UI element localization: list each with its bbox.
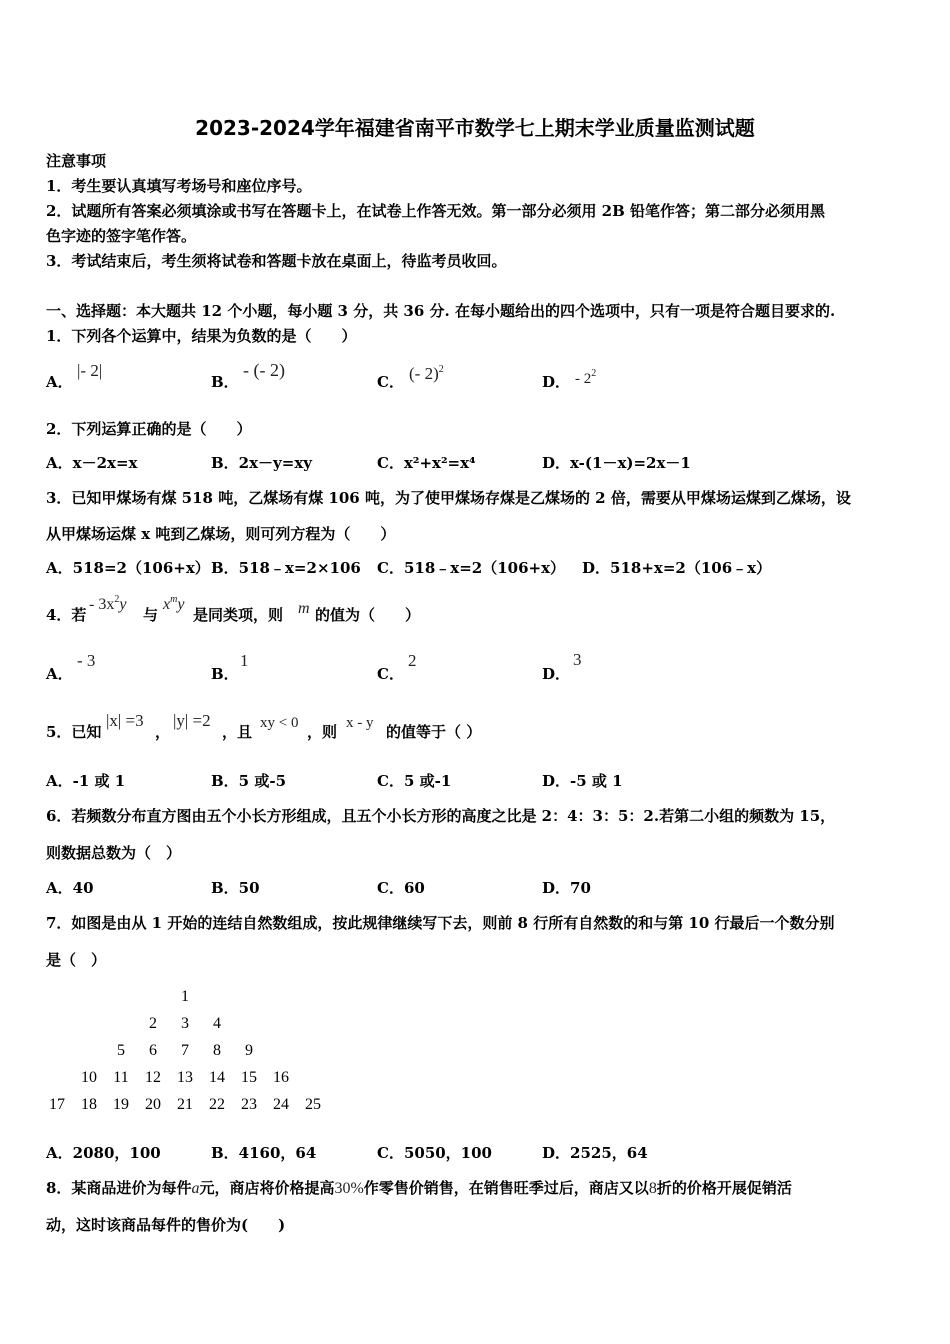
triangle-number: 23 (241, 1096, 257, 1113)
triangle-number: 10 (81, 1069, 97, 1086)
q6-option-b: B．50 (211, 879, 260, 897)
q4-option-b: 1 (240, 651, 249, 670)
triangle-number: 9 (245, 1042, 253, 1059)
triangle-number: 5 (117, 1042, 125, 1059)
triangle-number: 25 (305, 1096, 321, 1113)
q7-option-d: D．2525，64 (542, 1144, 648, 1162)
triangle-number: 7 (181, 1042, 189, 1059)
q7-option-c: C．5050，100 (377, 1144, 492, 1162)
triangle-number: 2 (149, 1015, 157, 1032)
triangle-number: 15 (241, 1069, 257, 1086)
q4-option-a: - 3 (77, 651, 96, 670)
triangle-number: 17 (49, 1096, 65, 1113)
q5-option-b: B．5 或-5 (211, 772, 287, 790)
q1-stem: 1．下列各个运算中，结果为负数的是（ ） (46, 327, 357, 345)
q6-stem-line2: 则数据总数为（ ） (46, 844, 182, 862)
q5-option-c: C．5 或-1 (377, 772, 452, 790)
triangle-number: 19 (113, 1096, 129, 1113)
q4-option-d: 3 (573, 650, 582, 669)
q5-then: ，则 (307, 723, 338, 741)
q2-option-a: A．x－2x=x (46, 454, 138, 472)
q3-option-d: D．518+x=2（106﹣x） (582, 559, 772, 577)
q3-option-c: C．518﹣x=2（106+x） (377, 559, 566, 577)
notice-item-2: 2．试题所有答案必须填涂或书写在答题卡上，在试卷上作答无效。第一部分必须用 2B 铅笔作答；第二部分必须用黑 (46, 202, 826, 220)
q1-option-d: - $2^2$ (575, 368, 597, 387)
q4-stem-pre: 4．若 (46, 606, 87, 624)
triangle-number: 1 (181, 988, 189, 1005)
q1-label-a: A． (46, 373, 73, 391)
q4-term2: $x^my$ (163, 594, 185, 613)
triangle-number: 16 (273, 1069, 289, 1086)
q5-option-a: A．-1 或 1 (46, 772, 126, 790)
notice-item-2-cont: 色字迹的签字笔作答。 (46, 227, 197, 245)
triangle-number: 8 (213, 1042, 221, 1059)
triangle-number: 3 (181, 1015, 189, 1032)
q4-stem-post: 是同类项，则 (193, 606, 284, 624)
q7-stem-line1: 7．如图是由从 1 开始的连结自然数组成，按此规律继续写下去，则前 8 行所有自然数的和与第 10 行最后一个数分别 (46, 914, 835, 932)
q4-option-c: 2 (408, 651, 417, 670)
q5-expr-y: |y| =2 (173, 711, 211, 730)
q1-label-c: C． (377, 373, 404, 391)
notice-item-3: 3．考试结束后，考生须将试卷和答题卡放在桌面上，待监考员收回。 (46, 252, 507, 270)
q6-option-a: A．40 (46, 879, 94, 897)
q5-comma: ， (155, 723, 171, 741)
q2-option-d: D．x-(1－x)=2x－1 (542, 454, 691, 472)
triangle-number: 24 (273, 1096, 289, 1113)
q8-stem-line1: 8．某商品进价为每件a元，商店将价格提高30%作零售价销售，在销售旺季过后，商店又以8折的价格开展促销活 (46, 1179, 792, 1197)
q4-stem-mid: 与 (143, 606, 159, 624)
notice-item-1: 1．考生要认真填写考场号和座位序号。 (46, 177, 312, 195)
triangle-number: 11 (113, 1069, 129, 1086)
triangle-number: 12 (145, 1069, 161, 1086)
section-heading: 一、选择题：本大题共 12 个小题，每小题 3 分，共 36 分. 在每小题给出的四个选项中，只有一项是符合题目要求的. (46, 302, 836, 320)
q6-option-d: D．70 (542, 879, 591, 897)
q7-stem-line2: 是（ ） (46, 951, 107, 969)
q4-label-b: B． (211, 665, 239, 683)
q4-var-m: m (298, 600, 310, 617)
q3-stem-line1: 3．已知甲煤场有煤 518 吨，乙煤场有煤 106 吨，为了使甲煤场存煤是乙煤场的 2 倍，需要从甲煤场运煤到乙煤场，设 (46, 489, 851, 507)
q3-option-b: B．518﹣x=2×106 (211, 559, 361, 577)
q5-stem-pre: 5．已知 (46, 723, 102, 741)
triangle-number: 4 (213, 1015, 221, 1032)
q4-label-d: D． (542, 665, 571, 683)
q1-option-a: |- 2| (77, 361, 103, 380)
triangle-number: 22 (209, 1096, 225, 1113)
triangle-number: 20 (145, 1096, 161, 1113)
triangle-number: 21 (177, 1096, 193, 1113)
q1-label-b: B． (211, 373, 239, 391)
triangle-number: 18 (81, 1096, 97, 1113)
triangle-number: 13 (177, 1069, 193, 1086)
q2-option-c: C．x²+x²=x⁴ (377, 454, 476, 472)
q3-stem-line2: 从甲煤场运煤 x 吨到乙煤场，则可列方程为（ ） (46, 525, 396, 543)
q5-option-d: D．-5 或 1 (542, 772, 623, 790)
q6-stem-line1: 6．若频数分布直方图由五个小长方形组成，且五个小长方形的高度之比是 2：4：3：5：2.若第二小组的频数为 15， (46, 807, 836, 825)
q3-option-a: A．518=2（106+x） (46, 559, 210, 577)
triangle-number: 6 (149, 1042, 157, 1059)
q5-expr-x: |x| =3 (106, 711, 144, 730)
q4-stem-end: 的值为（ ） (315, 606, 421, 624)
q8-stem-line2: 动，这时该商品每件的售价为( ) (46, 1216, 286, 1234)
q5-expr-xy: xy < 0 (260, 715, 299, 731)
q5-expr-diff: x - y (346, 715, 374, 731)
q6-option-c: C．60 (377, 879, 425, 897)
page-title: 2023-2024学年福建省南平市数学七上期末学业质量监测试题 (195, 116, 755, 140)
triangle-number: 14 (209, 1069, 225, 1086)
q5-stem-end: 的值等于（ ） (386, 723, 482, 741)
q1-option-b: - (- 2) (243, 360, 285, 380)
q4-label-c: C． (377, 665, 404, 683)
q4-label-a: A． (46, 665, 73, 683)
notice-heading: 注意事项 (46, 152, 107, 170)
q7-option-b: B．4160，64 (211, 1144, 317, 1162)
q1-label-d: D． (542, 373, 571, 391)
q4-term1: - $3x^2y$ (89, 594, 127, 613)
q7-option-a: A．2080，100 (46, 1144, 161, 1162)
q5-and: ，且 (222, 723, 253, 741)
q2-option-b: B．2x－y=xy (211, 454, 313, 472)
q2-stem: 2．下列运算正确的是（ ） (46, 420, 252, 438)
q1-option-c: (- 2)$^2$ (409, 364, 444, 383)
